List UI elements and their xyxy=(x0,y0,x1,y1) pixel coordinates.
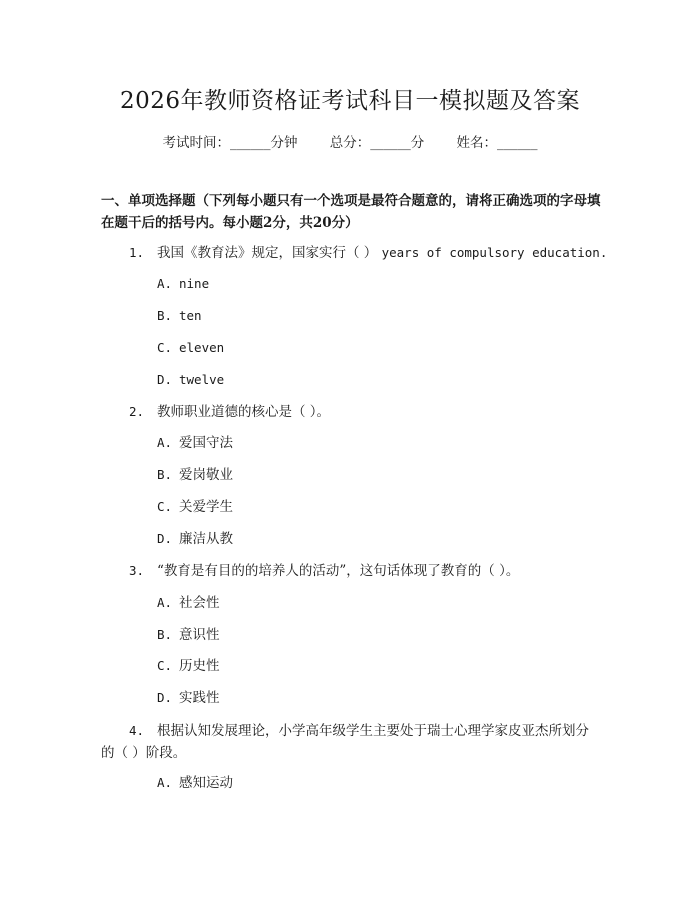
option-2b xyxy=(157,464,233,486)
option-letter: D. xyxy=(157,372,173,387)
option-3a xyxy=(157,592,220,614)
option-letter: A. xyxy=(157,435,173,450)
question-number: 2. xyxy=(129,404,145,419)
option-letter: D. xyxy=(157,690,173,705)
question-number: 4. xyxy=(129,723,145,738)
option-2c xyxy=(157,496,233,518)
question-1 xyxy=(129,242,607,264)
question-3 xyxy=(129,560,519,582)
section-heading: 一、单项选择题（下列每小题只有一个选项是最符合题意的，请将正确选项的字母填在题干后的括号内。每小题2分，共20分） xyxy=(101,193,601,231)
option-letter: A. xyxy=(157,276,173,291)
option-letter: C. xyxy=(157,499,173,514)
option-2a xyxy=(157,432,233,454)
option-letter: C. xyxy=(157,658,173,673)
option-letter: B. xyxy=(157,308,173,323)
question-4 xyxy=(101,720,601,764)
option-letter: C. xyxy=(157,340,173,355)
option-letter: B. xyxy=(157,627,173,642)
question-number: 1. xyxy=(129,245,145,260)
option-4a xyxy=(157,772,233,794)
option-text: twelve xyxy=(179,372,225,387)
option-text: 关爱学生 xyxy=(179,499,233,515)
option-3d xyxy=(157,687,220,709)
question-text: “教育是有目的的培养人的活动”，这句话体现了教育的（ ）。 xyxy=(157,563,520,579)
option-letter: A. xyxy=(157,595,173,610)
question-text: 我国《教育法》规定，国家实行（ ） xyxy=(157,245,378,261)
option-text: 意识性 xyxy=(179,627,220,643)
option-text: eleven xyxy=(179,340,225,355)
option-text: nine xyxy=(179,276,210,291)
question-text: 教师职业道德的核心是（ ）。 xyxy=(157,404,331,420)
question-number: 3. xyxy=(129,563,145,578)
exam-meta xyxy=(0,131,700,151)
option-letter: B. xyxy=(157,467,173,482)
option-2d xyxy=(157,528,233,550)
exam-time: 考试时间：______分钟 xyxy=(162,135,298,151)
exam-name: 姓名：______ xyxy=(456,135,538,151)
exam-score: 总分：______分 xyxy=(329,135,425,151)
option-letter: D. xyxy=(157,531,173,546)
option-text: 感知运动 xyxy=(179,775,233,791)
option-1a xyxy=(157,273,209,295)
option-letter: A. xyxy=(157,775,173,790)
option-text: ten xyxy=(179,308,202,323)
option-text: 实践性 xyxy=(179,690,220,706)
option-text: 社会性 xyxy=(179,595,220,611)
option-3c xyxy=(157,655,220,677)
option-1c xyxy=(157,337,224,359)
option-text: 爱岗敬业 xyxy=(179,467,233,483)
option-3b xyxy=(157,624,220,646)
option-text: 历史性 xyxy=(179,658,220,674)
option-text: 廉洁从教 xyxy=(179,531,233,547)
question-text-en: years of compulsory education. xyxy=(381,245,608,260)
question-2 xyxy=(129,401,330,423)
page-title: 2026年教师资格证考试科目一模拟题及答案 xyxy=(119,88,581,114)
question-text: 根据认知发展理论，小学高年级学生主要处于瑞士心理学家皮亚杰所划分的（ ）阶段。 xyxy=(101,723,589,761)
option-1d xyxy=(157,369,224,391)
option-text: 爱国守法 xyxy=(179,435,233,451)
option-1b xyxy=(157,305,202,327)
